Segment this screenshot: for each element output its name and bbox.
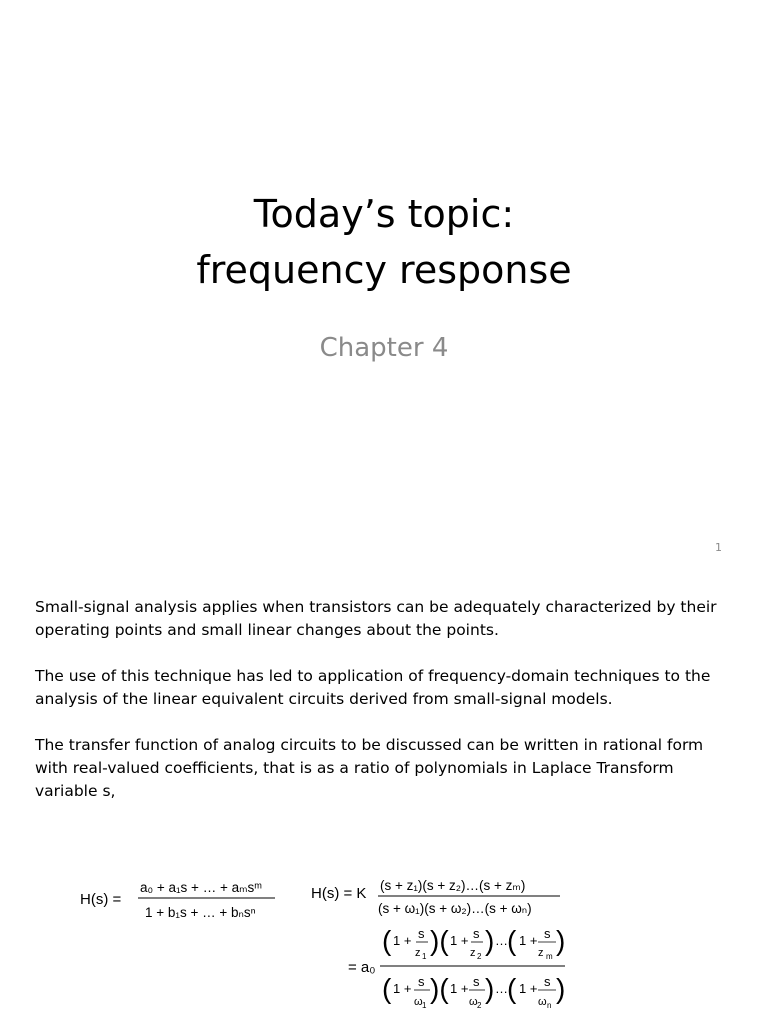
notes-paragraph-3: The transfer function of analog circuits to be discussed can be written in rational form with real-valued coefficients, that is as a ratio of polynomials in Laplace Transform variable s,: [35, 736, 704, 800]
eq1-lhs: H(s) =: [80, 891, 122, 908]
svg-text:2: 2: [477, 952, 482, 961]
eq1-numerator: a₀ + a₁s + … + aₘsᵐ: [140, 880, 262, 895]
eq2-numerator: (s + z₁)(s + z₂)…(s + zₘ): [380, 878, 526, 893]
eq1-denominator: 1 + b₁s + … + bₙsⁿ: [145, 905, 256, 920]
equation-normalized-form: [348, 925, 565, 1010]
svg-text:ω: ω: [469, 996, 478, 1008]
svg-text:s: s: [418, 974, 425, 989]
svg-text:)(: )(: [430, 925, 449, 956]
svg-text:1: 1: [422, 952, 427, 961]
notes-section: [35, 596, 735, 826]
svg-text:1 +: 1 +: [393, 981, 412, 996]
svg-text:m: m: [546, 952, 553, 961]
svg-text:1: 1: [422, 1001, 427, 1010]
svg-text:): ): [485, 925, 495, 956]
svg-text:1 +: 1 +: [450, 933, 469, 948]
svg-text:ω: ω: [538, 996, 547, 1008]
svg-text:n: n: [547, 1001, 552, 1010]
svg-text:z: z: [538, 947, 544, 959]
equation-polynomial-form: [80, 880, 275, 920]
svg-text:(: (: [382, 973, 392, 1004]
eq3-lhs: = a₀: [348, 959, 376, 976]
svg-text:(: (: [382, 925, 392, 956]
svg-text:(: (: [507, 973, 517, 1004]
svg-text:1 +: 1 +: [519, 933, 538, 948]
equations-figure: [60, 860, 720, 1020]
notes-paragraph-2: The use of this technique has led to application of frequency-domain techniques to the analysis of the linear equivalent circuits derived from small-signal models.: [35, 667, 711, 708]
notes-paragraph-1: Small-signal analysis applies when transistors can be adequately characterized by their operating points and small linear changes about the points.: [35, 598, 717, 639]
svg-text:s: s: [418, 926, 425, 941]
eq3-numerator: [382, 925, 565, 961]
svg-text:1 +: 1 +: [519, 981, 538, 996]
svg-text:…: …: [495, 981, 508, 996]
svg-text:(: (: [507, 925, 517, 956]
svg-text:…: …: [495, 933, 508, 948]
svg-text:ω: ω: [414, 996, 423, 1008]
svg-text:): ): [556, 925, 566, 956]
svg-text:s: s: [473, 926, 480, 941]
svg-text:2: 2: [477, 1001, 482, 1010]
eq3-denominator: [382, 973, 565, 1010]
svg-text:s: s: [544, 974, 551, 989]
eq2-lhs: H(s) = K: [311, 885, 367, 902]
svg-text:): ): [556, 973, 566, 1004]
slide-title-line-1: Today’s topic:: [253, 192, 515, 236]
transfer-function-equations: [60, 860, 720, 1020]
slide-subtitle: Chapter 4: [319, 333, 449, 363]
svg-text:s: s: [544, 926, 551, 941]
slide-title-line-2: frequency response: [196, 248, 572, 292]
slide-page-number: 1: [715, 541, 722, 554]
svg-text:): ): [485, 973, 495, 1004]
svg-text:1 +: 1 +: [450, 981, 469, 996]
svg-text:z: z: [415, 947, 421, 959]
svg-text:s: s: [473, 974, 480, 989]
eq2-denominator: (s + ω₁)(s + ω₂)…(s + ωₙ): [378, 901, 532, 916]
svg-text:z: z: [470, 947, 476, 959]
equation-factored-form: [311, 878, 560, 916]
svg-text:)(: )(: [430, 973, 449, 1004]
svg-text:1 +: 1 +: [393, 933, 412, 948]
